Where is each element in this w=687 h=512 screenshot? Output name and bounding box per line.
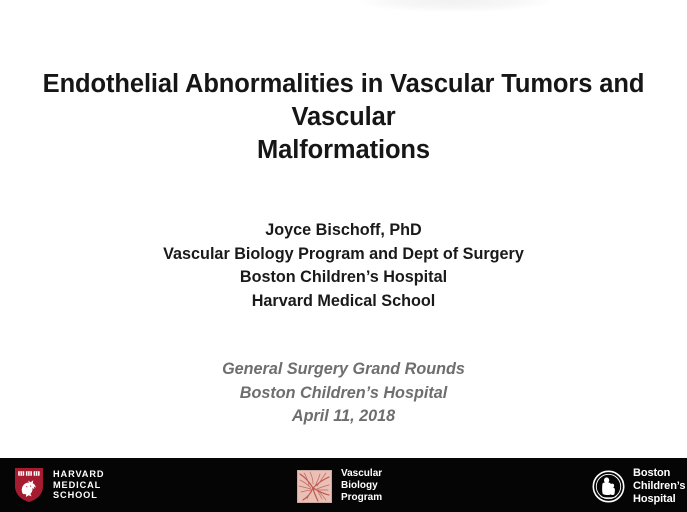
author-department: Vascular Biology Program and Dept of Surgery (163, 244, 524, 263)
event-name: General Surgery Grand Rounds (222, 360, 465, 378)
footer-logo-bar (0, 458, 687, 512)
author-institution: Boston Children’s Hospital (239, 268, 448, 286)
vessel-network-tile-icon (297, 470, 332, 503)
slide-title (0, 68, 687, 167)
harvard-logo-line-2: MEDICAL (53, 479, 102, 490)
bch-circle-emblem-icon (592, 470, 625, 503)
harvard-logo-line-3: SCHOOL (53, 490, 98, 501)
top-gray-smudge-artifact (360, 0, 550, 12)
harvard-logo-line-1: HARVARD (53, 468, 105, 479)
bch-logo-text (633, 467, 685, 505)
vbp-logo-line-2: Biology (341, 480, 378, 491)
logo-boston-childrens-hospital (592, 467, 685, 505)
logo-vascular-biology-program (297, 468, 382, 504)
title-line-2: Malformations (257, 136, 430, 164)
title-line-1: Endothelial Abnormalities in Vascular Tumors and Vascular (42, 70, 645, 131)
author-affiliation-block (0, 219, 687, 313)
event-info-block (0, 358, 687, 429)
logo-harvard-medical-school (14, 467, 104, 503)
vbp-logo-text (341, 468, 382, 504)
bch-logo-line-1: Boston (633, 467, 671, 479)
harvard-shield-icon (14, 467, 44, 503)
vbp-logo-line-1: Vascular (341, 468, 383, 479)
author-university: Harvard Medical School (251, 291, 436, 310)
bch-logo-line-3: Hospital (633, 492, 676, 505)
harvard-logo-text (53, 469, 104, 501)
bch-logo-line-2: Children’s (633, 479, 686, 492)
event-date: April 11, 2018 (291, 407, 396, 425)
vbp-logo-line-3: Program (341, 492, 383, 503)
author-name: Joyce Bischoff, PhD (265, 221, 422, 239)
event-location: Boston Children’s Hospital (239, 383, 448, 402)
